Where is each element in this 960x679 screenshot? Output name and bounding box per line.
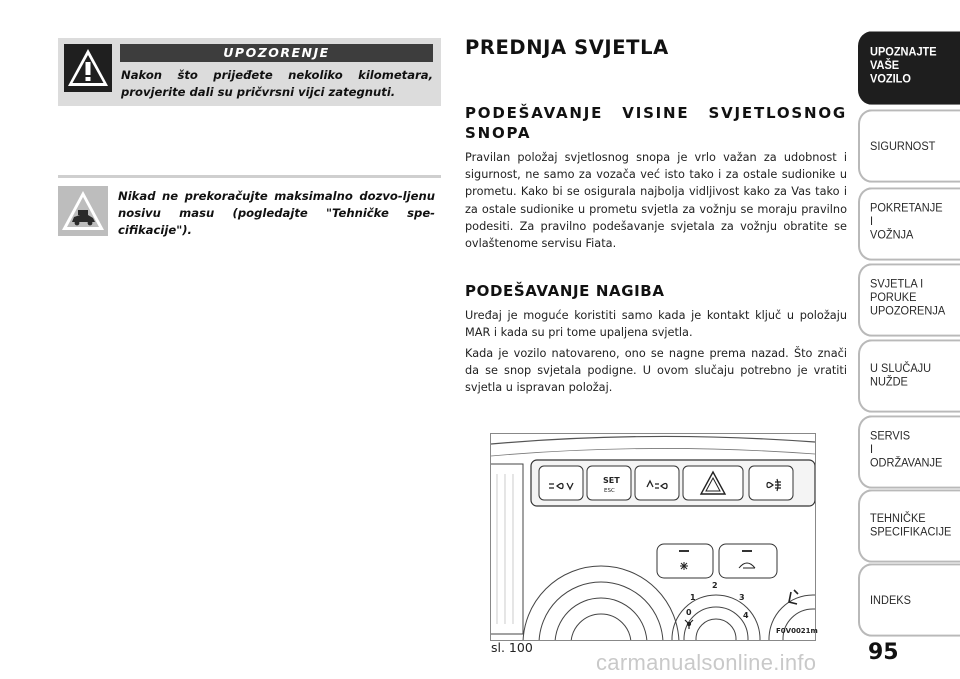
subsection-title-beam-height: PODEŠAVANJE VISINE SVJETLOSNOG SNOPA [465, 104, 847, 142]
tab-u-slucaju-nuzde[interactable] [858, 339, 960, 413]
tab-label: U SLUČAJU NUŽDE [870, 362, 932, 389]
tab-label: POKRETANJE I VOŽNJA [870, 201, 943, 242]
tab-label: SIGURNOST [870, 140, 936, 154]
warning-triangle-icon [64, 44, 112, 92]
figure-code: F0V0021m [776, 627, 818, 635]
paragraph-beam-height: Pravilan položaj svjetlosnog snopa je vrlo važan za udobnost i sigurnost, ne samo za vozača već isto tako i za ostale sudionike u prometu. Kako bi se osigurala najbolja vidljivost kako za Vas tako i za ostale sudionike u prometu svjetla za vožnju se moraju pravilno podesiti. Za pravilno podešavanje svjetala za vožnju obratite se ovlaštenome servisu Fiata. [465, 151, 847, 251]
section-title: PREDNJA SVJETLA [465, 36, 669, 59]
tab-sigurnost[interactable] [858, 109, 960, 183]
esc-label: ESC [604, 488, 615, 494]
paragraph-tilt-1: Uređaj je moguće koristiti samo kada je kontakt ključ u položaju MAR i kada su pri tome upaljena svjetla. [465, 309, 847, 340]
tab-svjetla-i-poruke[interactable] [858, 263, 960, 337]
loaded-car-icon [58, 186, 108, 236]
set-label: SET [603, 476, 620, 485]
note-box [58, 183, 441, 243]
tab-upoznajte-vase-vozilo[interactable] [858, 31, 960, 105]
subsection-title-tilt: PODEŠAVANJE NAGIBA [465, 282, 665, 301]
ac-icon [680, 562, 688, 570]
tab-label: INDEKS [870, 594, 911, 608]
content-column [465, 36, 847, 396]
seat-icon [789, 590, 798, 604]
tab-label: SERVIS I ODRŽAVANJE [870, 429, 943, 470]
warning-text: Nakon što prijeđete nekoliko kilometara, provjerite dali su pričvrsni vijci zategnuti. [121, 68, 433, 99]
note-text: Nikad ne prekoračujte maksimalno dozvo-ljenu nosivu masu (pogledajte "Tehničke spe-cifikacije"). [118, 189, 435, 237]
dashboard-figure [490, 433, 816, 641]
dial-number: 2 [712, 581, 718, 590]
warning-header: UPOZORENJE [120, 44, 433, 62]
tab-tehnicke-specifikacije[interactable] [858, 489, 960, 563]
dial-number: 3 [739, 593, 745, 602]
divider [58, 175, 441, 178]
watermark-text: carmanualsonline.info [596, 650, 817, 675]
dial-number: 0 [686, 608, 692, 617]
tab-label: TEHNIČKE SPECIFIKACIJE [870, 512, 952, 539]
tab-indeks[interactable] [858, 563, 960, 637]
page-number: 95 [868, 640, 899, 665]
dial-number: 4 [743, 611, 749, 620]
figure-caption: sl. 100 [491, 640, 533, 655]
tab-label: UPOZNAJTE VAŠE VOZILO [870, 45, 937, 86]
warning-box [58, 38, 441, 106]
tab-servis-i-odrzavanje[interactable] [858, 415, 960, 489]
tab-label: SVJETLA I PORUKE UPOZORENJA [870, 277, 946, 318]
paragraph-tilt-2: Kada je vozilo natovareno, ono se nagne prema nazad. Što znači da se snop svjetala podigne. U ovom slučaju potrebno je vratiti svjetla u ispravan položaj. [465, 346, 847, 395]
tab-pokretanje-i-voznja[interactable] [858, 187, 960, 261]
dial-number: 1 [690, 593, 696, 602]
